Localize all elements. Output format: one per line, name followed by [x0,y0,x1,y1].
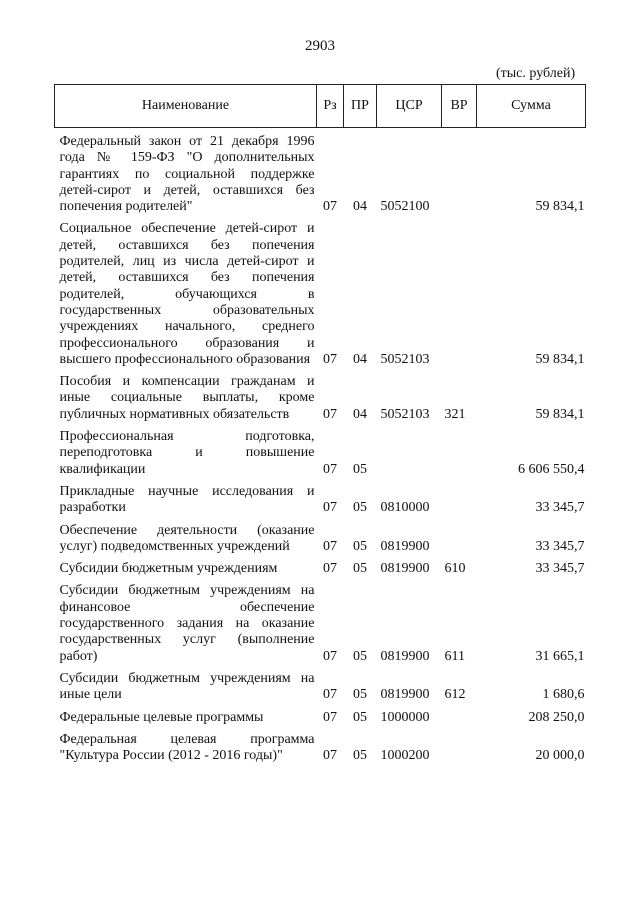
row-pr: 05 [353,748,367,764]
row-sum: 59 834,1 [535,406,585,422]
row-vr [442,221,477,374]
page-number: 2903 [305,38,335,54]
row-name: Федеральный закон от 21 декабря 1996 года № 159-ФЗ "О дополнительных гарантиях по социальной поддержке детей-сирот и детей, оставшихся без попечения родителей" [59,134,315,215]
row-sum: 33 345,7 [535,538,585,554]
header-vr: ВР [442,85,477,128]
row-vr [442,429,477,484]
header-row [55,85,586,128]
row-name: Субсидии бюджетным учреждениям на финансовое обеспечение государственного задания на оказание государственных услуг (выполнение работ) [59,583,315,664]
row-csr: 1000200 [380,748,430,764]
header-pr: ПР [344,85,377,128]
row-rz: 07 [323,648,337,664]
header-name: Наименование [55,85,317,128]
table-row [55,128,586,222]
row-sum: 1 680,6 [542,687,585,703]
row-csr: 5052103 [380,351,430,367]
row-rz: 07 [323,199,337,215]
units-label: (тыс. рублей) [496,66,576,81]
row-name: Прикладные научные исследования и разработки [59,483,315,516]
row-csr: 0819900 [380,561,430,577]
table-header [55,85,586,128]
row-name: Обеспечение деятельности (оказание услуг) подведомственных учреждений [59,522,315,554]
row-vr: 321 [444,406,466,422]
row-pr: 04 [353,199,367,215]
row-vr [442,128,477,222]
budget-table [54,84,586,770]
table-row [55,484,586,523]
row-vr [442,732,477,771]
row-rz: 07 [323,538,337,554]
row-name: Социальное обеспечение детей-сирот и детей, оставшихся без попечения родителей, лиц из числа детей-сирот и детей, оставшихся без попечения родителей, обучающихся в государственных образовательных учреждениях начального, среднего профессионального образования и высшего профессионального образования [59,221,315,367]
row-vr: 611 [444,648,465,664]
row-csr [377,429,442,484]
row-vr [442,523,477,562]
table-body [55,128,586,771]
row-csr: 0819900 [380,538,430,554]
table-row [55,374,586,429]
row-vr: 612 [444,687,466,703]
row-pr: 05 [353,709,367,725]
row-csr: 5052100 [380,199,430,215]
row-name: Субсидии бюджетным учреждениям [59,561,278,577]
row-pr: 04 [353,406,367,422]
row-rz: 07 [323,709,337,725]
table-row [55,671,586,710]
row-csr: 0810000 [380,500,430,516]
header-rz: Рз [317,85,344,128]
table-row [55,732,586,771]
row-rz: 07 [323,748,337,764]
row-name: Федеральная целевая программа "Культура России (2012 - 2016 годы)" [59,731,315,764]
row-pr: 05 [353,648,367,664]
row-pr: 05 [353,500,367,516]
row-vr [442,710,477,732]
row-pr: 05 [353,538,367,554]
row-rz: 07 [323,687,337,703]
row-rz: 07 [323,561,337,577]
row-sum: 20 000,0 [535,748,585,764]
header-sum: Сумма [477,85,586,128]
row-sum: 59 834,1 [535,199,585,215]
table-row [55,561,586,583]
row-sum: 208 250,0 [528,709,585,725]
row-csr: 0819900 [380,648,430,664]
row-vr [442,484,477,523]
row-sum: 33 345,7 [535,500,585,516]
row-pr: 05 [353,687,367,703]
row-rz: 07 [323,406,337,422]
row-sum: 6 606 550,4 [518,461,585,477]
row-sum: 59 834,1 [535,351,585,367]
row-csr: 1000000 [380,709,430,725]
row-csr: 5052103 [380,406,430,422]
row-sum: 33 345,7 [535,561,585,577]
table-row [55,523,586,562]
row-name: Субсидии бюджетным учреждениям на иные цели [59,670,315,703]
row-name: Федеральные целевые программы [59,709,264,725]
row-name: Пособия и компенсации гражданам и иные социальные выплаты, кроме публичных нормативных обязательств [59,374,315,422]
row-pr: 04 [353,351,367,367]
row-rz: 07 [323,461,337,477]
row-pr: 05 [353,561,367,577]
row-vr: 610 [444,561,466,577]
row-name: Профессиональная подготовка, переподготовка и повышение квалификации [59,429,315,477]
row-pr: 05 [353,461,367,477]
table-row [55,429,586,484]
row-rz: 07 [323,500,337,516]
header-csr: ЦСР [377,85,442,128]
table-row [55,583,586,670]
row-csr: 0819900 [380,687,430,703]
row-sum: 31 665,1 [535,648,585,664]
table-row [55,221,586,374]
table-row [55,710,586,732]
row-rz: 07 [323,351,337,367]
